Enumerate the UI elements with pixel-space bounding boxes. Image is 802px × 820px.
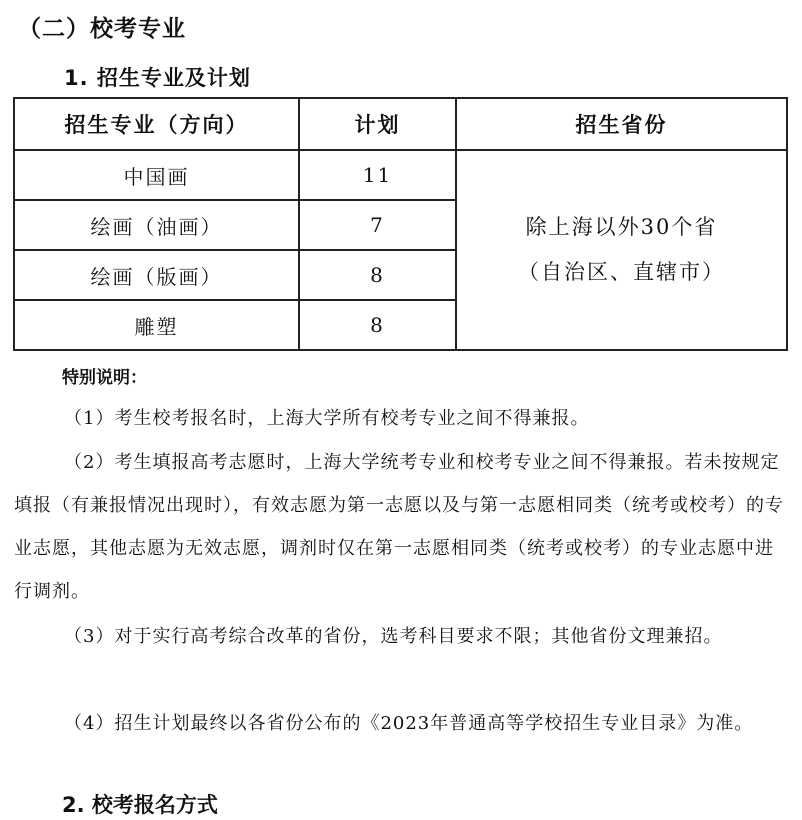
notes-title: 特别说明：	[62, 368, 147, 388]
major-cell: 雕塑	[14, 300, 299, 350]
major-cell: 中国画	[14, 150, 299, 200]
header-provinces: 招生省份	[456, 98, 787, 150]
major-cell: 绘画（版画）	[14, 250, 299, 300]
note-paragraph-3: （3）对于实行高考综合改革的省份，选考科目要求不限；其他省份文理兼招。	[64, 626, 723, 647]
header-plan: 计划	[299, 98, 456, 150]
note-paragraph-2: （2）考生填报高考志愿时，上海大学统考专业和校考专业之间不得兼报。若未按规定填报（有兼报情况出现时），有效志愿为第一志愿以及与第一志愿相同类（统考或校考）的专业志愿，其他志愿为无效志愿，调剂时仅在第一志愿相同类（统考或校考）的专业志愿中进行调剂。	[14, 452, 784, 602]
provinces-line1: 除上海以外30个省	[525, 215, 718, 239]
note-paragraph-4: （4）招生计划最终以各省份公布的《2023年普通高等学校招生专业目录》为准。	[64, 713, 754, 734]
table-row	[14, 150, 787, 200]
provinces-line2: （自治区、直辖市）	[518, 260, 725, 284]
provinces-cell	[456, 150, 787, 350]
next-heading-partial: 2. 校考报名方式	[62, 793, 218, 817]
major-cell: 绘画（油画）	[14, 200, 299, 250]
header-major: 招生专业（方向）	[14, 98, 299, 150]
table-header-row	[14, 98, 787, 150]
plan-cell: 11	[299, 150, 456, 200]
plan-cell: 8	[299, 250, 456, 300]
enrollment-plan-table	[13, 97, 788, 351]
plan-cell: 8	[299, 300, 456, 350]
plan-cell: 7	[299, 200, 456, 250]
note-paragraph-1: （1）考生校考报名时，上海大学所有校考专业之间不得兼报。	[64, 408, 590, 429]
subsection-title: 1. 招生专业及计划	[64, 66, 251, 90]
section-title: （二）校考专业	[18, 16, 186, 42]
